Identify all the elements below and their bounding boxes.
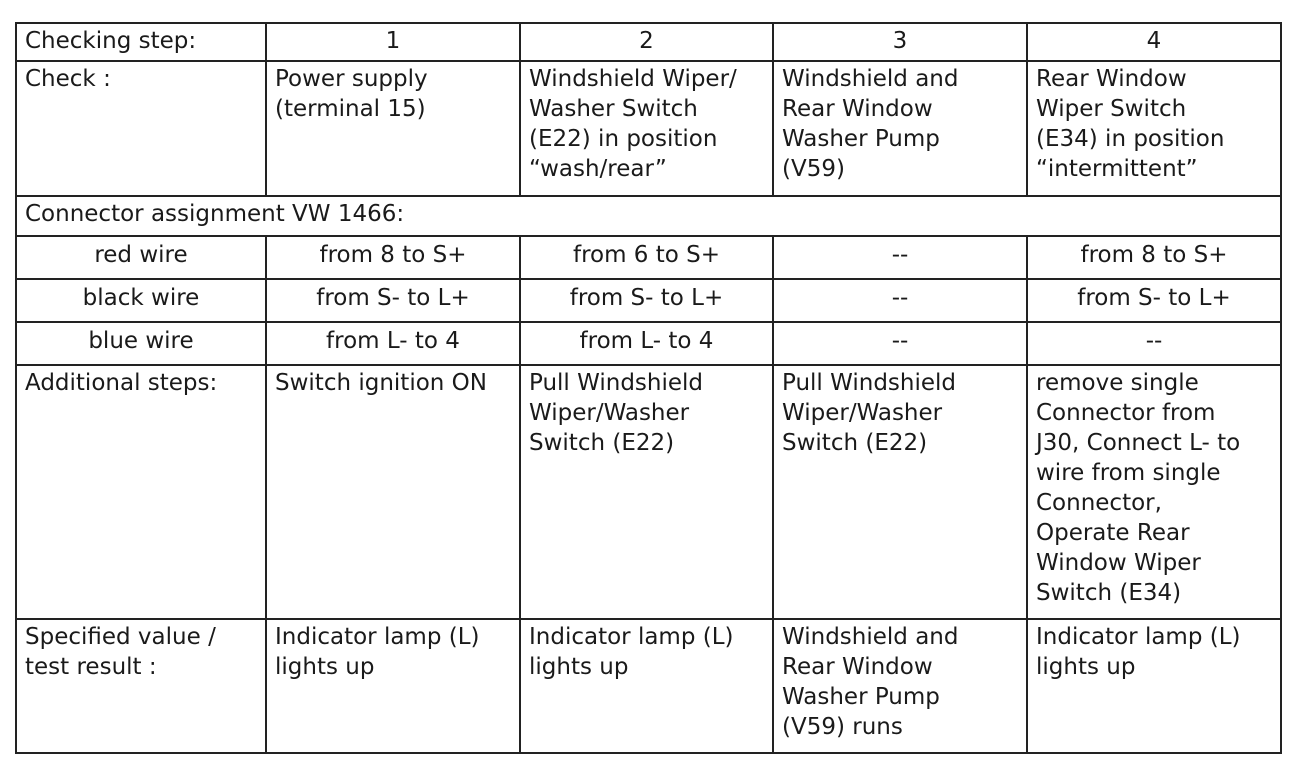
black-wire-cell-2: from S- to L+ (520, 279, 773, 322)
blue-wire-cell-4: -- (1027, 322, 1281, 365)
row-label-check: Check : (16, 61, 266, 196)
row-label-additional-steps: Additional steps: (16, 365, 266, 619)
table-row-specified-value (16, 619, 1281, 753)
red-wire-cell-3: -- (773, 236, 1027, 279)
header-step-3: 3 (773, 23, 1027, 61)
additional-cell-1: Switch ignition ON (266, 365, 520, 619)
row-label-blue-wire: blue wire (16, 322, 266, 365)
blue-wire-cell-1: from L- to 4 (266, 322, 520, 365)
specified-cell-3: Windshield and Rear Window Washer Pump (V59) runs (773, 619, 1027, 753)
additional-cell-4: remove single Connector from J30, Connect L- to wire from single Connector, Operate Rear Window Wiper Switch (E34) (1027, 365, 1281, 619)
red-wire-cell-2: from 6 to S+ (520, 236, 773, 279)
check-cell-2: Windshield Wiper/ Washer Switch (E22) in position “wash/rear” (520, 61, 773, 196)
table-row-red-wire (16, 236, 1281, 279)
additional-cell-3: Pull Windshield Wiper/Washer Switch (E22) (773, 365, 1027, 619)
black-wire-cell-1: from S- to L+ (266, 279, 520, 322)
row-label-red-wire: red wire (16, 236, 266, 279)
row-label-black-wire: black wire (16, 279, 266, 322)
header-step-4: 4 (1027, 23, 1281, 61)
black-wire-cell-3: -- (773, 279, 1027, 322)
blue-wire-cell-3: -- (773, 322, 1027, 365)
specified-cell-1: Indicator lamp (L) lights up (266, 619, 520, 753)
additional-cell-2: Pull Windshield Wiper/Washer Switch (E22) (520, 365, 773, 619)
specified-cell-4: Indicator lamp (L) lights up (1027, 619, 1281, 753)
table-row-connector-assignment (16, 196, 1281, 236)
connector-assignment-label: Connector assignment VW 1466: (16, 196, 1281, 236)
red-wire-cell-1: from 8 to S+ (266, 236, 520, 279)
table-row-additional-steps (16, 365, 1281, 619)
check-cell-4: Rear Window Wiper Switch (E34) in position “intermittent” (1027, 61, 1281, 196)
check-cell-3: Windshield and Rear Window Washer Pump (V59) (773, 61, 1027, 196)
table-row-checking-step (16, 23, 1281, 61)
check-cell-1: Power supply (terminal 15) (266, 61, 520, 196)
table-row-blue-wire (16, 322, 1281, 365)
specified-cell-2: Indicator lamp (L) lights up (520, 619, 773, 753)
row-label-checking-step: Checking step: (16, 23, 266, 61)
header-step-2: 2 (520, 23, 773, 61)
table-row-black-wire (16, 279, 1281, 322)
checking-steps-table (15, 22, 1282, 754)
table-row-check (16, 61, 1281, 196)
header-step-1: 1 (266, 23, 520, 61)
red-wire-cell-4: from 8 to S+ (1027, 236, 1281, 279)
row-label-specified-value: Specified value / test result : (16, 619, 266, 753)
blue-wire-cell-2: from L- to 4 (520, 322, 773, 365)
black-wire-cell-4: from S- to L+ (1027, 279, 1281, 322)
